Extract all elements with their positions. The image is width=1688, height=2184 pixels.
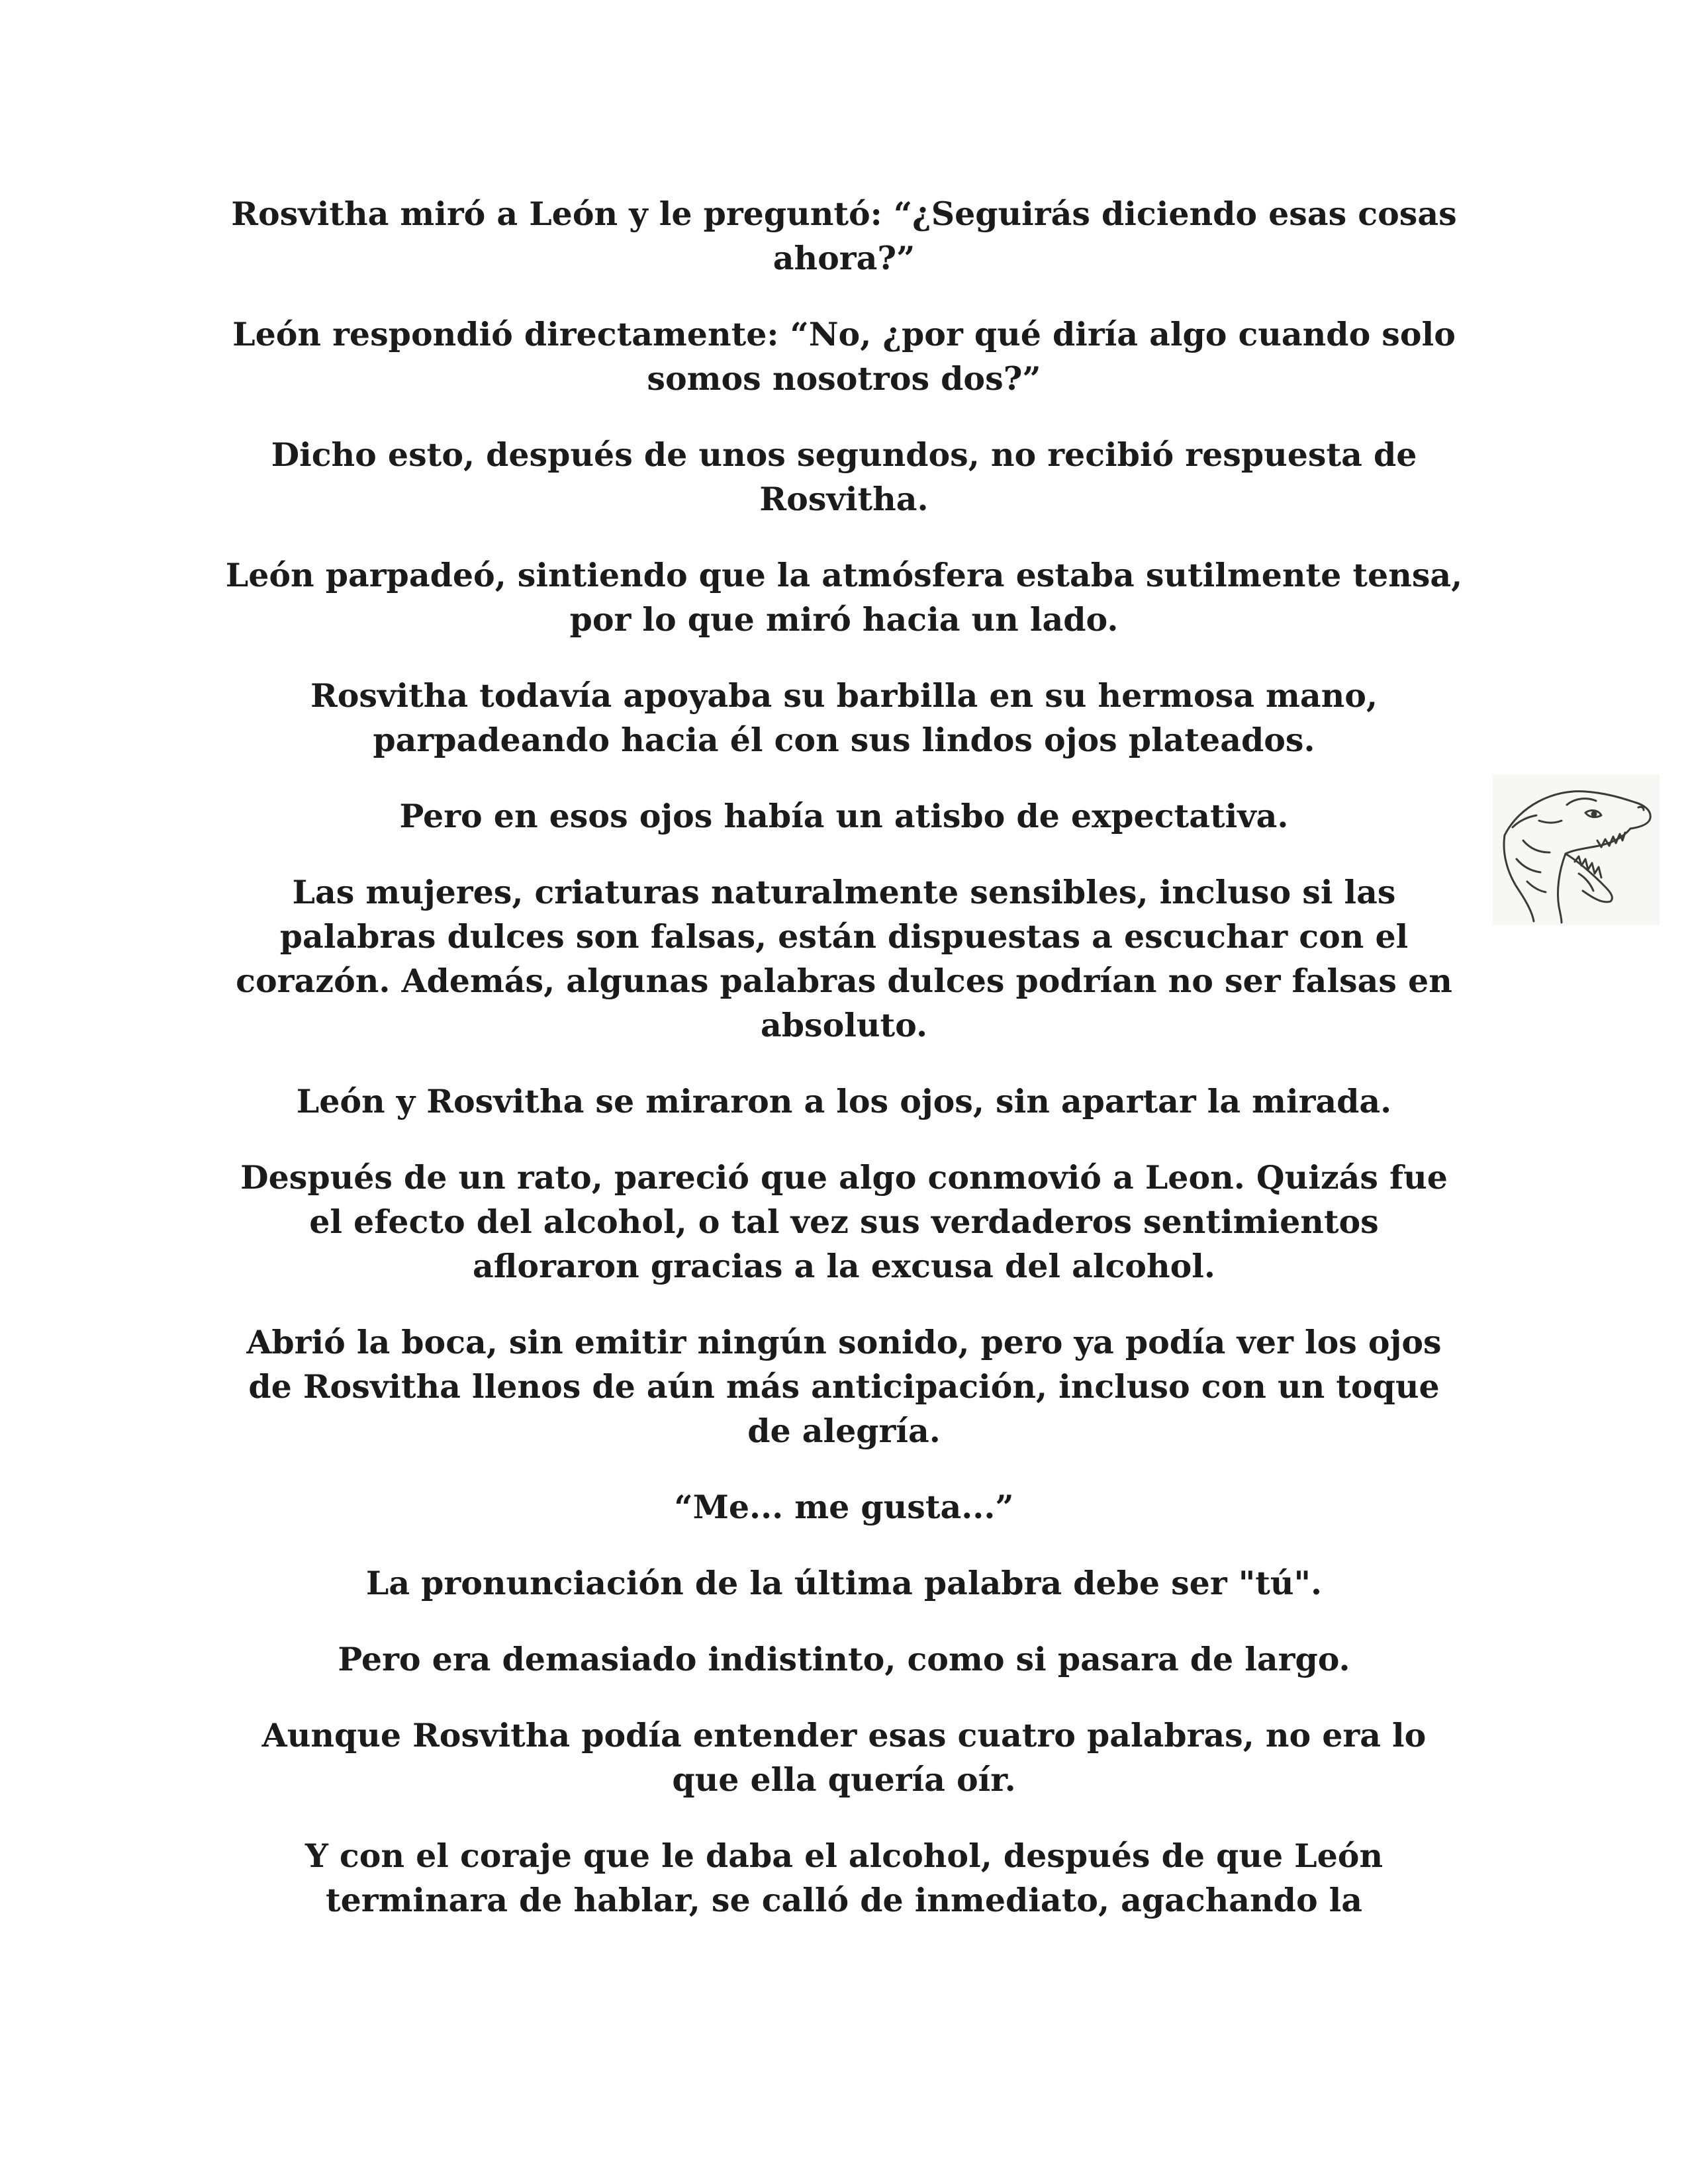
paragraph-11: “Me... me gusta...”	[674, 1488, 1014, 1526]
paragraph-9: Después de un rato, pareció que algo conmovió a Leon. Quizás fue el efecto del alcohol, o tal vez sus verdaderos sentimientos afloraron gracias a la excusa del alcohol.	[240, 1158, 1448, 1285]
dinosaur-head-sketch-icon	[1493, 774, 1660, 925]
paragraph-6: Pero en esos ojos había un atisbo de expectativa.	[399, 797, 1289, 835]
paragraph-14: Aunque Rosvitha podía entender esas cuatro palabras, no era lo que ella quería oír.	[261, 1716, 1427, 1799]
story-text	[225, 192, 1463, 1954]
paragraph-7: Las mujeres, criaturas naturalmente sensibles, incluso si las palabras dulces son falsas, están dispuestas a escuchar con el corazón. Además, algunas palabras dulces podrían no ser falsas en absoluto.	[236, 873, 1452, 1044]
paragraph-2: León respondió directamente: “No, ¿por qué diría algo cuando solo somos nosotros dos?”	[232, 315, 1456, 398]
paragraph-15: Y con el coraje que le daba el alcohol, después de que León terminara de hablar, se calló de inmediato, agachando la	[305, 1837, 1383, 1919]
paragraph-4: León parpadeó, sintiendo que la atmósfera estaba sutilmente tensa, por lo que miró hacia un lado.	[225, 556, 1463, 639]
paragraph-1: Rosvitha miró a León y le preguntó: “¿Seguirás diciendo esas cosas ahora?”	[231, 195, 1457, 277]
paragraph-5: Rosvitha todavía apoyaba su barbilla en su hermosa mano, parpadeando hacia él con sus lindos ojos plateados.	[310, 676, 1378, 759]
paragraph-13: Pero era demasiado indistinto, como si pasara de largo.	[338, 1640, 1350, 1678]
paragraph-3: Dicho esto, después de unos segundos, no recibió respuesta de Rosvitha.	[271, 435, 1417, 518]
paragraph-10: Abrió la boca, sin emitir ningún sonido, pero ya podía ver los ojos de Rosvitha llenos de aún más anticipación, incluso con un toque de alegría.	[246, 1323, 1442, 1450]
paragraph-12: La pronunciación de la última palabra debe ser "tú".	[365, 1564, 1323, 1602]
paragraph-8: León y Rosvitha se miraron a los ojos, sin apartar la mirada.	[296, 1082, 1392, 1120]
